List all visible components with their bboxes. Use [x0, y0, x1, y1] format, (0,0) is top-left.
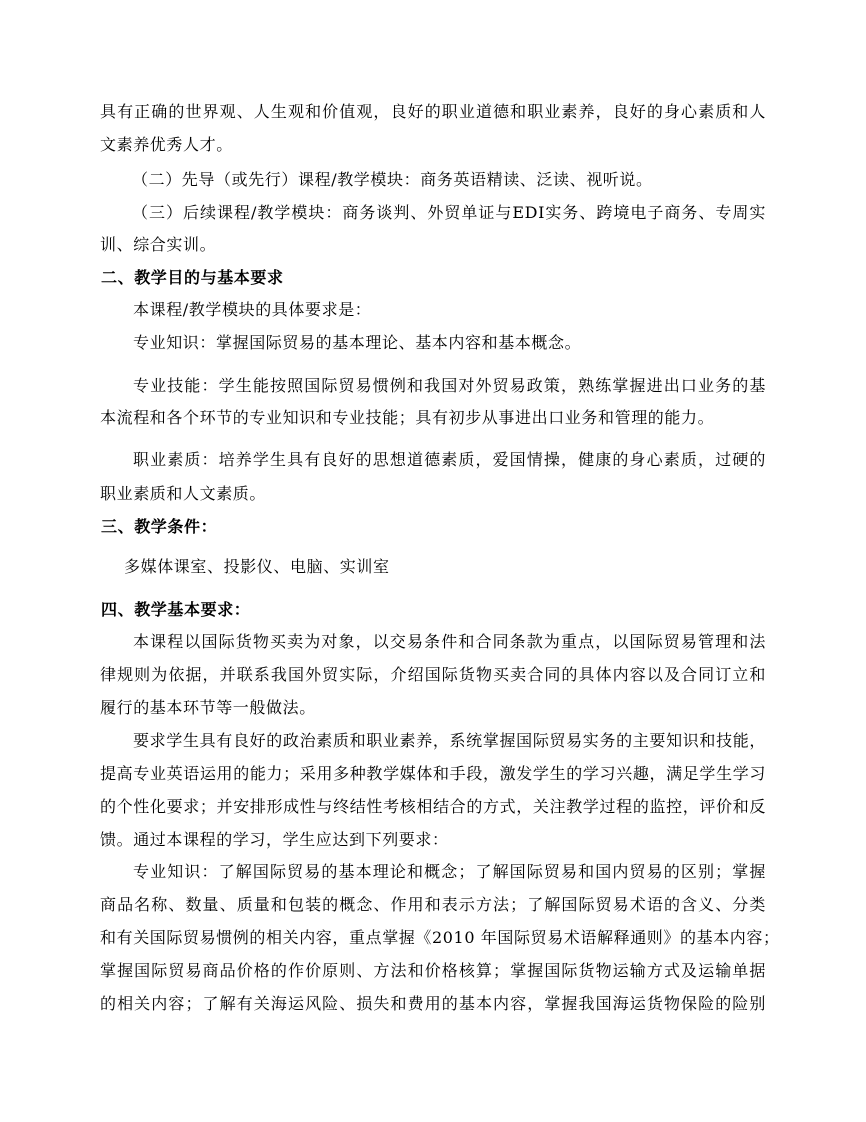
paragraph-line: 的个性化要求；并安排形成性与终结性考核相结合的方式，关注教学过程的监控，评价和反 — [100, 797, 766, 816]
paragraph-line: 文素养优秀人才。 — [100, 135, 233, 154]
paragraph-line: 专业知识：了解国际贸易的基本理论和概念；了解国际贸易和国内贸易的区别；掌握 — [133, 862, 766, 881]
paragraph-line: 商品名称、数量、质量和包装的概念、作用和表示方法；了解国际贸易术语的含义、分类 — [100, 895, 766, 914]
paragraph-line: 多媒体课室、投影仪、电脑、实训室 — [124, 557, 390, 576]
paragraph-line: 的相关内容；了解有关海运风险、损失和费用的基本内容，掌握我国海运货物保险的险别 — [100, 994, 766, 1013]
paragraph-line: 专业知识：掌握国际贸易的基本理论、基本内容和基本概念。 — [133, 333, 582, 352]
paragraph-line: 具有正确的世界观、人生观和价值观，良好的职业道德和职业素养，良好的身心素质和人 — [100, 102, 766, 121]
paragraph-line: 训、综合实训。 — [100, 235, 217, 254]
section-heading: 四、教学基本要求： — [101, 600, 251, 619]
paragraph-line: 专业技能：学生能按照国际贸易惯例和我国对外贸易政策，熟练掌握进出口业务的基 — [133, 376, 766, 395]
paragraph-line: 和有关国际贸易惯例的相关内容，重点掌握《2010 年国际贸易术语解释通则》的基本内容； — [100, 928, 780, 947]
paragraph-line: （三）后续课程/教学模块：商务谈判、外贸单证与EDI实务、跨境电子商务、专周实 — [132, 203, 766, 222]
section-heading: 二、教学目的与基本要求 — [101, 268, 284, 287]
paragraph-line: 馈。通过本课程的学习，学生应达到下列要求： — [100, 830, 449, 849]
paragraph-line: 掌握国际贸易商品价格的作价原则、方法和价格核算；掌握国际货物运输方式及运输单据 — [100, 961, 766, 980]
paragraph-line: 本课程/教学模块的具体要求是： — [133, 300, 372, 319]
paragraph-line: 本流程和各个环节的专业知识和专业技能；具有初步从事进出口业务和管理的能力。 — [100, 408, 715, 427]
paragraph-line: 提高专业英语运用的能力；采用多种教学媒体和手段，激发学生的学习兴趣，满足学生学习 — [100, 764, 766, 783]
section-heading: 三、教学条件： — [101, 517, 218, 536]
paragraph-line: 履行的基本环节等一般做法。 — [100, 698, 316, 717]
paragraph-line: 本课程以国际货物买卖为对象，以交易条件和合同条款为重点，以国际贸易管理和法 — [133, 632, 766, 651]
paragraph-line: （二）先导（或先行）课程/教学模块：商务英语精读、泛读、视听说。 — [132, 170, 653, 189]
paragraph-line: 职业素质：培养学生具有良好的思想道德素质，爱国情操，健康的身心素质，过硬的 — [133, 450, 766, 469]
paragraph-line: 要求学生具有良好的政治素质和职业素养，系统掌握国际贸易实务的主要知识和技能， — [133, 731, 766, 750]
paragraph-line: 律规则为依据，并联系我国外贸实际，介绍国际货物买卖合同的具体内容以及合同订立和 — [100, 665, 766, 684]
paragraph-line: 职业素质和人文素质。 — [100, 484, 267, 503]
